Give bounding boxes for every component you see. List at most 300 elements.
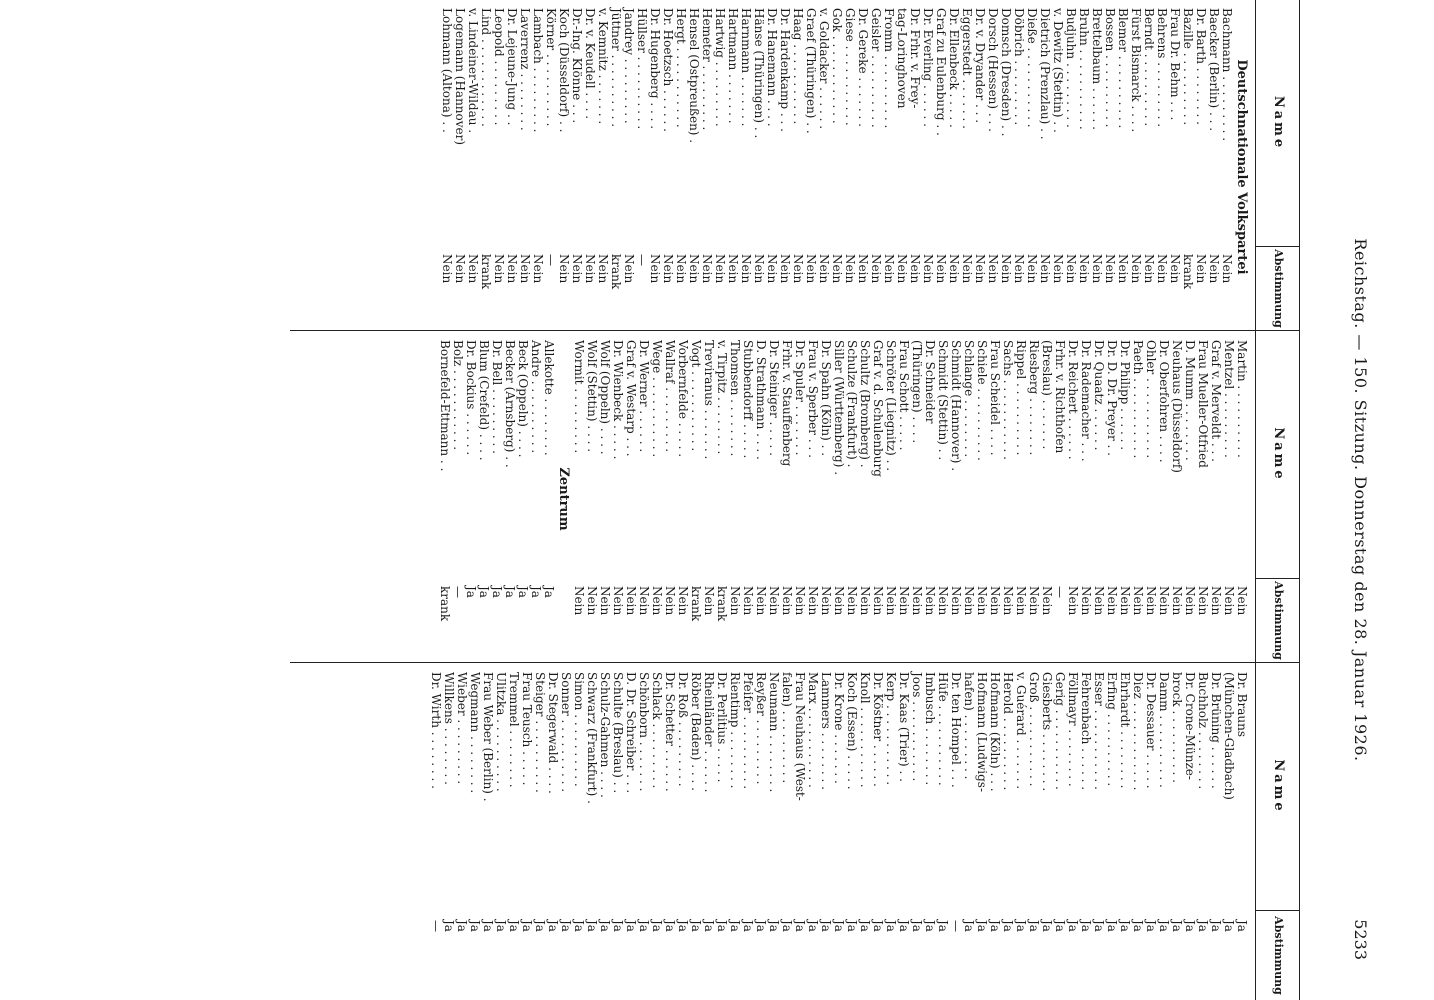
member-name: Dr. Crone-Münze- bbox=[1183, 672, 1197, 780]
vote-value: Nein bbox=[910, 586, 924, 616]
col1-body bbox=[440, 8, 1250, 326]
table-row bbox=[637, 672, 650, 994]
member-name: Domsch (Dresden) . . bbox=[999, 8, 1013, 137]
table-row bbox=[910, 340, 923, 658]
vote-value: krank bbox=[689, 586, 703, 622]
vote-value: Ja bbox=[1131, 920, 1145, 932]
member-name: Hartmann . . . . . . . bbox=[726, 8, 740, 124]
table-row bbox=[871, 340, 884, 658]
member-name: Rippel . . . . . . . . . . bbox=[1014, 340, 1028, 456]
member-name: Dr. Brüning . . . . . . bbox=[1209, 672, 1223, 789]
vote-value: Nein bbox=[1116, 254, 1130, 284]
table-row bbox=[908, 8, 921, 326]
member-name: falen) . . . . . . . . . . bbox=[780, 672, 794, 784]
table-row bbox=[869, 8, 882, 326]
table-row bbox=[661, 8, 674, 326]
vote-value: krank bbox=[715, 586, 729, 622]
member-name: (Thüringen) . . . . bbox=[910, 340, 924, 444]
table-row bbox=[806, 340, 819, 658]
table-row bbox=[793, 672, 806, 994]
table-row bbox=[1235, 340, 1248, 658]
table-row bbox=[936, 672, 949, 994]
table-row bbox=[741, 672, 754, 994]
vote-value: Ja bbox=[1209, 920, 1223, 932]
vote-value: krank bbox=[438, 586, 452, 622]
table-row bbox=[817, 8, 830, 326]
member-name: Pfeifer . . . . . . . . . . bbox=[741, 672, 755, 790]
member-name: Knoll . . . . . . . . . . . bbox=[858, 672, 872, 788]
table-row bbox=[728, 672, 741, 994]
table-row bbox=[1183, 340, 1196, 658]
table-row bbox=[1025, 8, 1038, 326]
table-row bbox=[596, 8, 609, 326]
vote-value: Ja bbox=[1183, 920, 1197, 932]
member-name: Martin . . . . . . . . . . bbox=[1235, 340, 1249, 458]
table-row bbox=[438, 340, 451, 658]
member-name: Bolz . . . . . . . . . . . bbox=[451, 340, 465, 451]
vote-value: Ja bbox=[1092, 920, 1106, 932]
table-row bbox=[1105, 340, 1118, 658]
table-row bbox=[477, 340, 490, 658]
vote-value: Ja bbox=[1144, 920, 1158, 932]
vote-value: Ja bbox=[611, 920, 625, 932]
table-row bbox=[713, 8, 726, 326]
member-name: (München-Gladbach) bbox=[1222, 672, 1236, 800]
table-row bbox=[1014, 340, 1027, 658]
member-name: Schlack . . . . . . . . . bbox=[650, 672, 664, 789]
member-name: Budjuhn . . . . . . . . . bbox=[1064, 8, 1078, 128]
table-row bbox=[884, 672, 897, 994]
member-name: Bruhn . . . . . . . . . . . bbox=[1077, 8, 1091, 130]
member-name: Graf v. Westarp . . . bbox=[624, 340, 638, 457]
member-name: Dr. Schetter . . . . . . bbox=[663, 672, 677, 792]
vote-value: Nein bbox=[557, 254, 571, 284]
vote-value: Ja bbox=[477, 586, 491, 598]
member-name: Schröter (Liegnitz) . . bbox=[884, 340, 898, 472]
vote-value: Ja bbox=[559, 920, 573, 932]
vote-value: Ja bbox=[845, 920, 859, 932]
vote-value: Ja bbox=[806, 920, 820, 932]
vote-value: krank bbox=[479, 254, 493, 290]
member-name: Dr. Ellenbeck . . . . . bbox=[947, 8, 961, 128]
vote-value: Nein bbox=[921, 254, 935, 284]
member-name: Graf v. d. Schulenburg bbox=[871, 340, 885, 477]
member-name: Neumann . . . . . . . . bbox=[767, 672, 781, 793]
member-name: Kerp . . . . . . . . . . . bbox=[884, 672, 898, 786]
member-name: Imbusch . . . . . . . . bbox=[923, 672, 937, 786]
table-row bbox=[546, 672, 559, 994]
member-name: Damm . . . . . . . . . . bbox=[1157, 672, 1171, 788]
member-name: Dr. Krone . . . . . . . bbox=[832, 672, 846, 784]
vote-value: Nein bbox=[1103, 254, 1117, 284]
table-row bbox=[466, 8, 479, 326]
table-row bbox=[949, 340, 962, 658]
vote-value: Nein bbox=[884, 586, 898, 616]
vote-value: Nein bbox=[1144, 586, 1158, 616]
table-row bbox=[1116, 8, 1129, 326]
vote-value: Ja bbox=[910, 920, 924, 932]
member-name: Dr. Bell . . . . . . . . . bbox=[490, 340, 504, 454]
table-row bbox=[856, 8, 869, 326]
table-row bbox=[778, 8, 791, 326]
table-row bbox=[518, 8, 531, 326]
vote-value: Nein bbox=[752, 254, 766, 284]
table-row bbox=[1001, 672, 1014, 994]
table-row bbox=[490, 340, 503, 658]
member-name: Hensel (Ostpreußen) . bbox=[687, 8, 701, 144]
vote-value: Ja bbox=[542, 586, 556, 598]
table-row bbox=[726, 8, 739, 326]
vote-value: Ja bbox=[503, 586, 517, 598]
member-name: Hergt . . . . . . . . . . . bbox=[674, 8, 688, 128]
vote-value: Nein bbox=[947, 254, 961, 284]
table-row bbox=[529, 340, 542, 658]
table-row bbox=[1066, 340, 1079, 658]
vote-value: Nein bbox=[492, 254, 506, 284]
table-row bbox=[895, 8, 908, 326]
table-row bbox=[975, 672, 988, 994]
member-name: Dr. Bockius . . . . . . bbox=[464, 340, 478, 456]
vote-value: Nein bbox=[1131, 586, 1145, 616]
vote-value: Nein bbox=[791, 254, 805, 284]
table-row bbox=[1183, 672, 1196, 994]
vote-value: Ja bbox=[780, 920, 794, 932]
member-name: D. Strathmann . . . . bbox=[754, 340, 768, 460]
vote-value: Nein bbox=[505, 254, 519, 284]
vote-value: Ja bbox=[676, 920, 690, 932]
table-row bbox=[819, 672, 832, 994]
table-row bbox=[999, 8, 1012, 326]
table-row bbox=[570, 8, 583, 326]
table-row bbox=[1092, 340, 1105, 658]
col2-vote-header: Abstimmung bbox=[1272, 581, 1285, 660]
member-name: Baecker (Berlin) . . . bbox=[1207, 8, 1221, 132]
vote-value: Ja bbox=[741, 920, 755, 932]
vote-value: Ja bbox=[728, 920, 742, 932]
table-row bbox=[884, 340, 897, 658]
column-divider-2 bbox=[290, 662, 1300, 663]
table-row bbox=[1170, 672, 1183, 994]
member-name: Frau Weber (Berlin) . bbox=[481, 672, 495, 802]
vote-value: Nein bbox=[1235, 586, 1249, 616]
vote-value: Ja bbox=[923, 920, 937, 932]
member-name: Brettelbaum . . . . . . bbox=[1090, 8, 1104, 130]
member-name: Diez . . . . . . . . . . . . bbox=[1131, 672, 1145, 791]
table-row bbox=[676, 672, 689, 994]
vote-value: Nein bbox=[624, 586, 638, 616]
member-name: v. Dewitz (Stettin) . . bbox=[1051, 8, 1065, 133]
vote-value: Nein bbox=[936, 586, 950, 616]
table-row bbox=[624, 672, 637, 994]
member-name: Behrens . . . . . . . . . bbox=[1155, 8, 1169, 128]
table-row bbox=[464, 340, 477, 658]
table-row bbox=[650, 672, 663, 994]
member-name: Buchholz . . . . . . . . bbox=[1196, 672, 1210, 790]
col3-body bbox=[429, 672, 1248, 994]
member-name: Bachmann . . . . . . . . . bbox=[1220, 8, 1234, 142]
member-name: Sachs . . . . . . . . . . . bbox=[1001, 340, 1015, 460]
table-row bbox=[806, 672, 819, 994]
member-name: Dr.-Ing. Klönne . . . bbox=[570, 8, 584, 124]
table-row bbox=[702, 340, 715, 658]
vote-value: Nein bbox=[739, 254, 753, 284]
vote-value: Ja bbox=[1105, 920, 1119, 932]
table-row bbox=[598, 340, 611, 658]
vote-value: Nein bbox=[650, 586, 664, 616]
member-name: Graf v. Merveldt . . . bbox=[1209, 340, 1223, 462]
vote-value: Ja bbox=[1157, 920, 1171, 932]
member-name: Dr. Lejeune-Jung . . bbox=[505, 8, 519, 126]
member-name: Fehrenbach . . . . . . bbox=[1079, 672, 1093, 791]
table-row bbox=[1235, 672, 1248, 994]
vote-value: — bbox=[429, 920, 443, 932]
vote-value: Nein bbox=[869, 254, 883, 284]
member-name: Fürst Bismarck . . . . bbox=[1129, 8, 1143, 133]
table-row bbox=[1066, 672, 1079, 994]
vote-value: Ja bbox=[1222, 920, 1236, 932]
member-name: Wege . . . . . . . . . . . bbox=[650, 340, 664, 458]
vote-value: Nein bbox=[999, 254, 1013, 284]
vote-value: Nein bbox=[518, 254, 532, 284]
member-name: Dr. Schneider bbox=[923, 340, 937, 424]
vote-value: Nein bbox=[1064, 254, 1078, 284]
member-name: Sonner . . . . . . . . . . bbox=[559, 672, 573, 793]
vote-value: Nein bbox=[858, 586, 872, 616]
table-row bbox=[934, 8, 947, 326]
member-name: Jandrey . . . . . . . . . bbox=[622, 8, 636, 124]
member-name: Frau Neuhaus (West- bbox=[793, 672, 807, 801]
member-name: Koch (Düsseldorf) . . bbox=[557, 8, 571, 133]
vote-value: — bbox=[635, 254, 649, 266]
vote-value: Nein bbox=[637, 586, 651, 616]
member-name: Gok . . . . . . . . . . . . bbox=[830, 8, 844, 124]
table-row bbox=[1027, 340, 1040, 658]
vote-value: Nein bbox=[1014, 586, 1028, 616]
vote-value: Nein bbox=[1077, 254, 1091, 284]
member-name: Schwarz (Frankfurt) . bbox=[585, 672, 599, 804]
table-row bbox=[1103, 8, 1116, 326]
table-row bbox=[663, 672, 676, 994]
member-name: Erfing . . . . . . . . . . bbox=[1105, 672, 1119, 787]
vote-value: Nein bbox=[806, 586, 820, 616]
member-name: Körner . . . . . . . . . . bbox=[544, 8, 558, 127]
table-row bbox=[1157, 340, 1170, 658]
member-name: Schmidt (Stettin) . . bbox=[936, 340, 950, 461]
table-row bbox=[741, 340, 754, 658]
member-name: Dr. Hanemann . . . . bbox=[765, 8, 779, 127]
member-name: Steiger . . . . . . . . . . bbox=[533, 672, 547, 793]
vote-value: Nein bbox=[440, 254, 454, 284]
vote-value: Nein bbox=[466, 254, 480, 284]
vote-value: Nein bbox=[765, 254, 779, 284]
member-name: Frau Teusch . . . . . bbox=[520, 672, 534, 786]
member-name: Becker (Arnsberg) . . bbox=[503, 340, 517, 468]
table-row bbox=[962, 672, 975, 994]
column-divider-1 bbox=[290, 330, 1300, 331]
vote-value: Nein bbox=[713, 254, 727, 284]
table-row bbox=[624, 340, 637, 658]
member-name: Dr. Spahn (Köln) . . bbox=[819, 340, 833, 457]
vote-value: Ja bbox=[1066, 920, 1080, 932]
member-name: v. Guérard . . . . . . . bbox=[1014, 672, 1028, 790]
member-name: Dr. v. Dryander . . . bbox=[973, 8, 987, 124]
member-name: Dr. Werner . . . . . . bbox=[637, 340, 651, 453]
member-name: Röber (Baden) . . . . bbox=[689, 672, 703, 791]
vote-value: Nein bbox=[1142, 254, 1156, 284]
member-name: v. Goldacker . . . . . . bbox=[817, 8, 831, 130]
table-row bbox=[962, 340, 975, 658]
page-number: 5233 bbox=[1351, 919, 1370, 960]
table-row bbox=[1131, 672, 1144, 994]
table-row bbox=[988, 672, 1001, 994]
vote-value: Nein bbox=[1105, 586, 1119, 616]
member-name: tag-Loringhoven bbox=[895, 8, 909, 109]
vote-value: Ja bbox=[858, 920, 872, 932]
vote-value: Nein bbox=[1038, 254, 1052, 284]
member-name: Groß . . . . . . . . . . . bbox=[1027, 672, 1041, 787]
member-name: v. Kemnitz . . . . . . . bbox=[596, 8, 610, 125]
table-row bbox=[819, 340, 832, 658]
member-name: Willkens . . . . . . . . bbox=[442, 672, 456, 785]
table-row bbox=[700, 8, 713, 326]
member-name: Neuhaus (Düsseldorf) bbox=[1170, 340, 1184, 473]
member-name: Mentzel . . . . . . . . . bbox=[1222, 340, 1236, 458]
table-row bbox=[622, 8, 635, 326]
member-name: Tremmel . . . . . . . . bbox=[507, 672, 521, 788]
vote-value: Ja bbox=[1118, 920, 1132, 932]
party-heading: Zentrum bbox=[556, 467, 571, 531]
vote-value: Nein bbox=[1027, 586, 1041, 616]
table-row bbox=[1144, 340, 1157, 658]
col1-name-header: Name bbox=[1271, 95, 1286, 151]
table-row bbox=[598, 672, 611, 994]
table-row bbox=[637, 340, 650, 658]
member-name: Esser . . . . . . . . . . . bbox=[1092, 672, 1106, 790]
vote-value: Ja bbox=[767, 920, 781, 932]
vote-value: Nein bbox=[1025, 254, 1039, 284]
member-name: Jüttner . . . . . . . . . . bbox=[609, 8, 623, 128]
vote-value: Nein bbox=[531, 254, 545, 284]
member-name: Siller (Württemberg) . bbox=[832, 340, 846, 476]
table-row bbox=[494, 672, 507, 994]
table-row bbox=[429, 672, 442, 994]
member-name: Dr. Dessauer . . . . . bbox=[1144, 672, 1158, 789]
vote-value: Nein bbox=[934, 254, 948, 284]
member-name: Schulte (Breslau) . . bbox=[611, 672, 625, 794]
member-name: Logemann (Hannover) bbox=[453, 8, 467, 146]
member-name: Blemer . . . . . . . . . . bbox=[1116, 8, 1130, 129]
table-row bbox=[752, 8, 765, 326]
member-name: Dr. Reichert . . . . . . bbox=[1066, 340, 1080, 460]
member-name: Bazille . . . . . . . . . . bbox=[1181, 8, 1195, 126]
vote-value: Ja bbox=[442, 920, 456, 932]
member-name: Dr. D. Dr. Preyer . . bbox=[1105, 340, 1119, 456]
vote-value: Nein bbox=[897, 586, 911, 616]
member-name: Schlange . . . . . . . . bbox=[962, 340, 976, 458]
vote-value: Nein bbox=[1207, 254, 1221, 284]
vote-value: Nein bbox=[1079, 586, 1093, 616]
member-name: Frau Scheidel . . . . bbox=[988, 340, 1002, 456]
table-row bbox=[767, 672, 780, 994]
vote-value: Nein bbox=[1196, 586, 1210, 616]
vote-value: Ja bbox=[689, 920, 703, 932]
table-row bbox=[754, 340, 767, 658]
table-row bbox=[479, 8, 492, 326]
member-name: Reyßer . . . . . . . . . bbox=[754, 672, 768, 785]
member-name: Paeth . . . . . . . . . . . bbox=[1131, 340, 1145, 459]
col3-name-header: Name bbox=[1271, 759, 1286, 814]
vote-value: Nein bbox=[960, 254, 974, 284]
member-name: Stubbendorff . . . . . bbox=[741, 340, 755, 459]
member-name: Dr. Roß . . . . . . . . . bbox=[676, 672, 690, 787]
vote-value: Nein bbox=[778, 254, 792, 284]
member-name: Wormit . . . . . . . . . bbox=[572, 340, 586, 454]
table-row bbox=[1079, 672, 1092, 994]
member-name: Dr. Spuler . . . . . . . bbox=[793, 340, 807, 456]
vote-value: Ja bbox=[572, 920, 586, 932]
vote-value: Nein bbox=[819, 586, 833, 616]
table-row bbox=[1012, 8, 1025, 326]
vote-value: Ja bbox=[1014, 920, 1028, 932]
table-row bbox=[1196, 340, 1209, 658]
vote-value: Nein bbox=[1066, 586, 1080, 616]
table-row bbox=[442, 672, 455, 994]
member-name: Treviranus . . . . . . . bbox=[702, 340, 716, 460]
table-row bbox=[1142, 8, 1155, 326]
vote-value: Nein bbox=[973, 254, 987, 284]
vote-value: — bbox=[451, 586, 465, 598]
member-name: brock . . . . . . . . . . bbox=[1170, 672, 1184, 783]
table-row bbox=[650, 340, 663, 658]
member-name: Dr. Gereke . . . . . . . bbox=[856, 8, 870, 127]
table-row bbox=[453, 8, 466, 326]
vote-value: Ja bbox=[455, 920, 469, 932]
table-row bbox=[845, 340, 858, 658]
vote-value: Nein bbox=[908, 254, 922, 284]
col2-body bbox=[438, 340, 1248, 658]
vote-value: Ja bbox=[481, 920, 495, 932]
vote-value: — bbox=[1053, 586, 1067, 598]
table-row bbox=[609, 8, 622, 326]
table-row bbox=[791, 8, 804, 326]
member-name: hafen) . . . . . . . . . bbox=[962, 672, 976, 780]
member-name: Leopold . . . . . . . . . bbox=[492, 8, 506, 126]
col1-vote-header: Abstimmung bbox=[1272, 249, 1285, 328]
vote-value: Nein bbox=[843, 254, 857, 284]
table-row bbox=[1092, 672, 1105, 994]
vote-value: Nein bbox=[895, 254, 909, 284]
table-row bbox=[1105, 672, 1118, 994]
member-name: Dr. Hardenkamp . . . bbox=[778, 8, 792, 132]
vote-value: Ja bbox=[962, 920, 976, 932]
table-row bbox=[520, 672, 533, 994]
table-row bbox=[507, 672, 520, 994]
vote-value: Nein bbox=[988, 586, 1002, 616]
member-name: Dr. Rademacher . . . bbox=[1079, 340, 1093, 462]
member-name: D. Mumm . . . . . . . . bbox=[1183, 340, 1197, 461]
table-row bbox=[505, 8, 518, 326]
vote-value: Nein bbox=[598, 586, 612, 616]
vote-value: Ja bbox=[529, 586, 543, 598]
table-row bbox=[481, 672, 494, 994]
vote-value: Ja bbox=[650, 920, 664, 932]
table-row bbox=[1196, 672, 1209, 994]
member-name: Dr. Hoetzsch . . . . . . bbox=[661, 8, 675, 132]
table-row bbox=[1144, 672, 1157, 994]
table-row bbox=[1131, 340, 1144, 658]
member-name: Frhr. v. Stauffenberg bbox=[780, 340, 794, 467]
table-row bbox=[949, 672, 962, 994]
